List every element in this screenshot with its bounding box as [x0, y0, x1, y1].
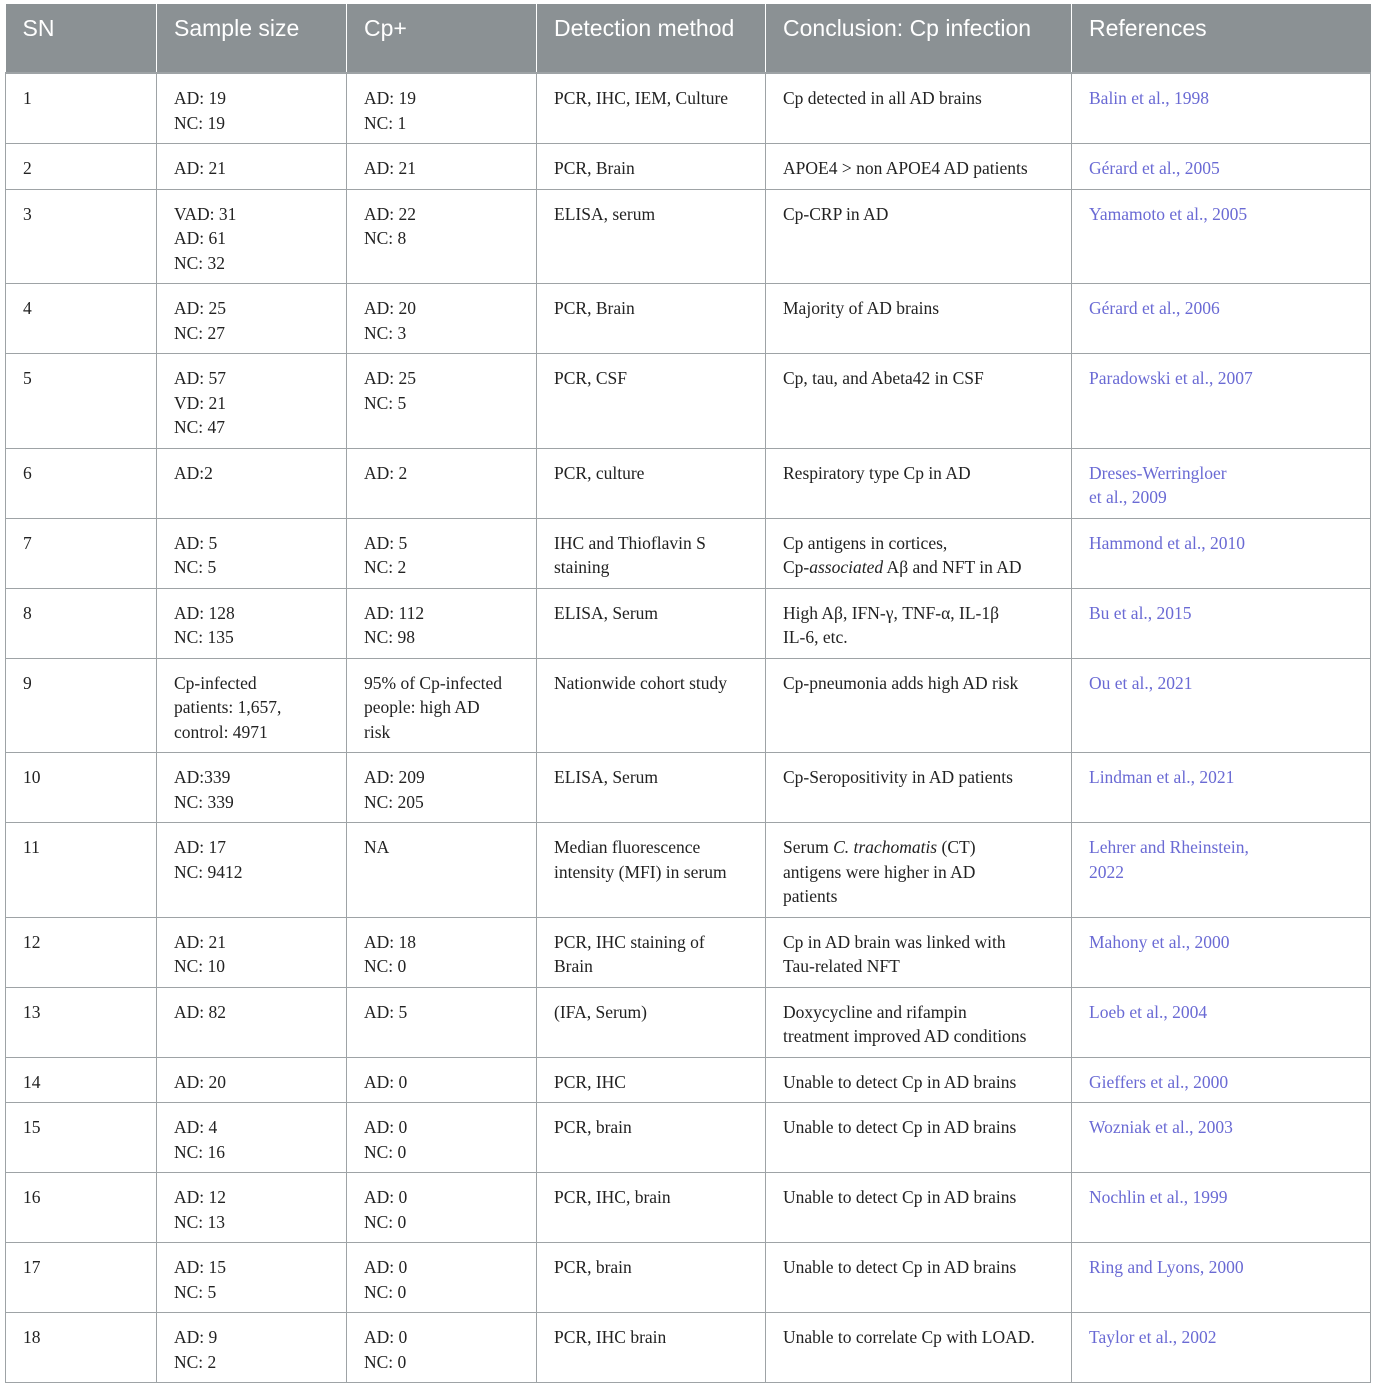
- cell-sn: 7: [6, 518, 157, 588]
- cell-detection-method: Nationwide cohort study: [537, 658, 766, 753]
- cell-cp-positive: AD: 0 NC: 0: [347, 1173, 537, 1243]
- reference-link[interactable]: Bu et al., 2015: [1072, 588, 1371, 658]
- cell-sn: 1: [6, 73, 157, 144]
- cell-detection-method: PCR, IHC staining of Brain: [537, 917, 766, 987]
- cell-sample-size: AD: 4 NC: 16: [157, 1103, 347, 1173]
- cell-cp-positive: AD: 0 NC: 0: [347, 1103, 537, 1173]
- header-cp-positive: Cp+: [347, 4, 537, 73]
- cell-detection-method: PCR, brain: [537, 1103, 766, 1173]
- reference-link[interactable]: Mahony et al., 2000: [1072, 917, 1371, 987]
- table-row: [6, 588, 1371, 658]
- reference-link[interactable]: Gieffers et al., 2000: [1072, 1057, 1371, 1103]
- cell-cp-positive: AD: 0 NC: 0: [347, 1313, 537, 1383]
- cell-cp-positive: AD: 22 NC: 8: [347, 189, 537, 284]
- cell-cp-positive: AD: 25 NC: 5: [347, 354, 537, 449]
- cell-sample-size: Cp-infected patients: 1,657, control: 4971: [157, 658, 347, 753]
- cell-detection-method: PCR, IHC brain: [537, 1313, 766, 1383]
- cell-sample-size: AD: 12 NC: 13: [157, 1173, 347, 1243]
- cell-detection-method: ELISA, serum: [537, 189, 766, 284]
- cell-sample-size: VAD: 31 AD: 61 NC: 32: [157, 189, 347, 284]
- cell-detection-method: Median fluorescence intensity (MFI) in serum: [537, 823, 766, 918]
- cell-cp-positive: 95% of Cp-infected people: high AD risk: [347, 658, 537, 753]
- cell-cp-positive: AD: 20 NC: 3: [347, 284, 537, 354]
- table-row: [6, 658, 1371, 753]
- table-row: [6, 1173, 1371, 1243]
- table-row: [6, 1243, 1371, 1313]
- header-conclusion: Conclusion: Cp infection: [766, 4, 1072, 73]
- reference-link[interactable]: Paradowski et al., 2007: [1072, 354, 1371, 449]
- cell-sn: 15: [6, 1103, 157, 1173]
- cell-conclusion: Unable to detect Cp in AD brains: [766, 1057, 1072, 1103]
- cell-detection-method: PCR, brain: [537, 1243, 766, 1313]
- cell-sn: 4: [6, 284, 157, 354]
- cell-sn: 2: [6, 144, 157, 190]
- cell-conclusion: Cp in AD brain was linked with Tau-related NFT: [766, 917, 1072, 987]
- conclusion-italic: C. trachomatis: [833, 837, 938, 857]
- header-references: References: [1072, 4, 1371, 73]
- cell-cp-positive: AD: 5: [347, 987, 537, 1057]
- cell-detection-method: PCR, culture: [537, 448, 766, 518]
- cell-sample-size: AD: 17 NC: 9412: [157, 823, 347, 918]
- cell-conclusion: Cp, tau, and Abeta42 in CSF: [766, 354, 1072, 449]
- reference-link[interactable]: Loeb et al., 2004: [1072, 987, 1371, 1057]
- reference-link[interactable]: Hammond et al., 2010: [1072, 518, 1371, 588]
- cell-conclusion: Unable to detect Cp in AD brains: [766, 1173, 1072, 1243]
- reference-link[interactable]: Gérard et al., 2006: [1072, 284, 1371, 354]
- table-row: [6, 189, 1371, 284]
- cell-detection-method: PCR, Brain: [537, 284, 766, 354]
- cell-conclusion: Unable to detect Cp in AD brains: [766, 1103, 1072, 1173]
- cell-sn: 16: [6, 1173, 157, 1243]
- cell-conclusion: Majority of AD brains: [766, 284, 1072, 354]
- reference-link[interactable]: Lindman et al., 2021: [1072, 753, 1371, 823]
- cell-detection-method: PCR, IHC, brain: [537, 1173, 766, 1243]
- cell-sn: 17: [6, 1243, 157, 1313]
- table-row: [6, 284, 1371, 354]
- cell-conclusion: Cp-pneumonia adds high AD risk: [766, 658, 1072, 753]
- cp-infection-table: [5, 4, 1371, 1383]
- cell-cp-positive: AD: 112 NC: 98: [347, 588, 537, 658]
- cell-conclusion: Respiratory type Cp in AD: [766, 448, 1072, 518]
- cell-cp-positive: AD: 5 NC: 2: [347, 518, 537, 588]
- table-row: [6, 987, 1371, 1057]
- cell-conclusion: [766, 823, 1072, 918]
- cell-sn: 6: [6, 448, 157, 518]
- cell-detection-method: ELISA, Serum: [537, 753, 766, 823]
- cell-sn: 14: [6, 1057, 157, 1103]
- cell-cp-positive: NA: [347, 823, 537, 918]
- cell-sample-size: AD: 19 NC: 19: [157, 73, 347, 144]
- cell-conclusion: [766, 518, 1072, 588]
- reference-link[interactable]: Dreses-Werringloer et al., 2009: [1072, 448, 1371, 518]
- cell-sample-size: AD: 82: [157, 987, 347, 1057]
- cell-cp-positive: AD: 2: [347, 448, 537, 518]
- cell-sn: 5: [6, 354, 157, 449]
- cell-sample-size: AD: 15 NC: 5: [157, 1243, 347, 1313]
- conclusion-text: (CT) antigens were higher in AD patients: [783, 837, 976, 906]
- reference-link[interactable]: Yamamoto et al., 2005: [1072, 189, 1371, 284]
- conclusion-text: Serum: [783, 837, 834, 857]
- table-row: [6, 518, 1371, 588]
- cell-conclusion: APOE4 > non APOE4 AD patients: [766, 144, 1072, 190]
- cell-sn: 9: [6, 658, 157, 753]
- cell-sn: 3: [6, 189, 157, 284]
- cell-sample-size: AD: 9 NC: 2: [157, 1313, 347, 1383]
- conclusion-text: Cp antigens in cortices, Cp-: [783, 532, 948, 577]
- cell-cp-positive: AD: 19 NC: 1: [347, 73, 537, 144]
- header-row: [6, 4, 1371, 73]
- cell-sample-size: AD: 128 NC: 135: [157, 588, 347, 658]
- header-sn: SN: [6, 4, 157, 73]
- table-row: [6, 1103, 1371, 1173]
- cell-cp-positive: AD: 18 NC: 0: [347, 917, 537, 987]
- reference-link[interactable]: Gérard et al., 2005: [1072, 144, 1371, 190]
- reference-link[interactable]: Lehrer and Rheinstein, 2022: [1072, 823, 1371, 918]
- cell-sample-size: AD: 21: [157, 144, 347, 190]
- cell-cp-positive: AD: 0 NC: 0: [347, 1243, 537, 1313]
- reference-link[interactable]: Taylor et al., 2002: [1072, 1313, 1371, 1383]
- cell-cp-positive: AD: 21: [347, 144, 537, 190]
- reference-link[interactable]: Balin et al., 1998: [1072, 73, 1371, 144]
- header-detection-method: Detection method: [537, 4, 766, 73]
- cell-detection-method: (IFA, Serum): [537, 987, 766, 1057]
- cell-sn: 13: [6, 987, 157, 1057]
- cell-detection-method: ELISA, Serum: [537, 588, 766, 658]
- cell-conclusion: High Aβ, IFN-γ, TNF-α, IL-1β IL-6, etc.: [766, 588, 1072, 658]
- table-row: [6, 354, 1371, 449]
- cell-sn: 8: [6, 588, 157, 658]
- cell-cp-positive: AD: 0: [347, 1057, 537, 1103]
- cell-detection-method: IHC and Thioflavin S staining: [537, 518, 766, 588]
- conclusion-text: Aβ and NFT in AD: [883, 557, 1022, 577]
- reference-link[interactable]: Ring and Lyons, 2000: [1072, 1243, 1371, 1313]
- table-row: [6, 73, 1371, 144]
- cell-detection-method: PCR, IHC: [537, 1057, 766, 1103]
- reference-link[interactable]: Wozniak et al., 2003: [1072, 1103, 1371, 1173]
- cell-sample-size: AD: 25 NC: 27: [157, 284, 347, 354]
- table-row: [6, 823, 1371, 918]
- reference-link[interactable]: Nochlin et al., 1999: [1072, 1173, 1371, 1243]
- cell-conclusion: Cp detected in all AD brains: [766, 73, 1072, 144]
- table-row: [6, 917, 1371, 987]
- cell-sample-size: AD: 57 VD: 21 NC: 47: [157, 354, 347, 449]
- cell-cp-positive: AD: 209 NC: 205: [347, 753, 537, 823]
- cell-sn: 12: [6, 917, 157, 987]
- cell-conclusion: Unable to correlate Cp with LOAD.: [766, 1313, 1072, 1383]
- header-sample-size: Sample size: [157, 4, 347, 73]
- table-row: [6, 144, 1371, 190]
- cell-sn: 10: [6, 753, 157, 823]
- cell-detection-method: PCR, Brain: [537, 144, 766, 190]
- table-row: [6, 753, 1371, 823]
- cell-sample-size: AD: 21 NC: 10: [157, 917, 347, 987]
- cell-detection-method: PCR, CSF: [537, 354, 766, 449]
- reference-link[interactable]: Ou et al., 2021: [1072, 658, 1371, 753]
- cell-sn: 11: [6, 823, 157, 918]
- cell-detection-method: PCR, IHC, IEM, Culture: [537, 73, 766, 144]
- cell-sample-size: AD: 5 NC: 5: [157, 518, 347, 588]
- cell-conclusion: Doxycycline and rifampin treatment improved AD conditions: [766, 987, 1072, 1057]
- cell-conclusion: Unable to detect Cp in AD brains: [766, 1243, 1072, 1313]
- cell-sn: 18: [6, 1313, 157, 1383]
- cell-sample-size: AD:339 NC: 339: [157, 753, 347, 823]
- cell-conclusion: Cp-Seropositivity in AD patients: [766, 753, 1072, 823]
- cell-sample-size: AD:2: [157, 448, 347, 518]
- table-row: [6, 448, 1371, 518]
- cell-sample-size: AD: 20: [157, 1057, 347, 1103]
- table-row: [6, 1057, 1371, 1103]
- cell-conclusion: Cp-CRP in AD: [766, 189, 1072, 284]
- conclusion-italic: associated: [809, 557, 884, 577]
